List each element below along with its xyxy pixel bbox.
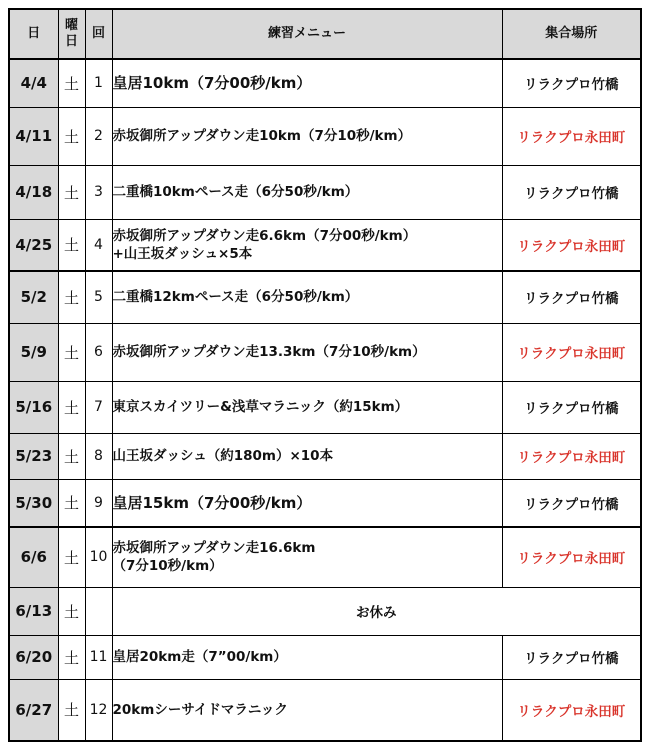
table-header-row	[9, 9, 641, 59]
row-day: 土	[58, 323, 85, 381]
row-place: リラクプロ永田町	[502, 433, 641, 479]
table-row	[9, 59, 641, 107]
header-menu: 練習メニュー	[112, 9, 502, 59]
row-day: 土	[58, 59, 85, 107]
row-menu	[112, 271, 502, 323]
row-number: 6	[85, 323, 112, 381]
row-date: 4/11	[9, 107, 58, 165]
table-row	[9, 587, 641, 635]
row-menu-line1: 二重橋10kmペース走（6分50秒/km）	[112, 183, 359, 200]
row-menu-line1: 赤坂御所アップダウン走13.3km（7分10秒/km）	[112, 343, 426, 360]
header-place: 集合場所	[502, 9, 641, 59]
row-place: リラクプロ永田町	[502, 107, 641, 165]
row-menu	[112, 635, 502, 679]
row-menu	[112, 323, 502, 381]
row-day: 土	[58, 107, 85, 165]
row-menu	[112, 107, 502, 165]
row-place: リラクプロ永田町	[502, 679, 641, 741]
row-date: 6/27	[9, 679, 58, 741]
table-row	[9, 635, 641, 679]
practice-schedule-table	[8, 8, 642, 742]
row-place: リラクプロ永田町	[502, 219, 641, 271]
row-place: リラクプロ竹橋	[502, 59, 641, 107]
row-day: 土	[58, 635, 85, 679]
row-menu	[112, 381, 502, 433]
header-date: 日	[9, 9, 58, 59]
header-day-line1: 曜	[64, 17, 78, 33]
row-menu	[112, 59, 502, 107]
row-day: 土	[58, 165, 85, 219]
row-place: リラクプロ永田町	[502, 323, 641, 381]
row-number: 9	[85, 479, 112, 527]
table-row	[9, 433, 641, 479]
table-row	[9, 323, 641, 381]
schedule-container	[8, 8, 642, 742]
row-number: 1	[85, 59, 112, 107]
row-day: 土	[58, 527, 85, 587]
row-day: 土	[58, 479, 85, 527]
row-number: 5	[85, 271, 112, 323]
row-day: 土	[58, 433, 85, 479]
table-row	[9, 479, 641, 527]
row-place: リラクプロ竹橋	[502, 479, 641, 527]
row-date: 6/13	[9, 587, 58, 635]
row-date: 4/18	[9, 165, 58, 219]
header-day	[58, 9, 85, 59]
row-number: 7	[85, 381, 112, 433]
row-menu-line1: 赤坂御所アップダウン走6.6km（7分00秒/km）	[112, 227, 417, 244]
row-menu-line1: 赤坂御所アップダウン走10km（7分10秒/km）	[112, 127, 412, 144]
row-number: 2	[85, 107, 112, 165]
row-date: 5/30	[9, 479, 58, 527]
row-menu-line1: 皇居20km走（7”00/km）	[112, 648, 287, 665]
row-place: リラクプロ竹橋	[502, 635, 641, 679]
row-day: 土	[58, 679, 85, 741]
table-row	[9, 219, 641, 271]
row-menu-line1: 二重橋12kmペース走（6分50秒/km）	[112, 289, 359, 306]
header-day-line2: 日	[64, 34, 78, 49]
row-place: リラクプロ竹橋	[502, 271, 641, 323]
row-place: リラクプロ永田町	[502, 527, 641, 587]
row-date: 5/23	[9, 433, 58, 479]
row-number: 8	[85, 433, 112, 479]
row-day: 土	[58, 587, 85, 635]
row-menu-line1: 皇居15km（7分00秒/km）	[112, 493, 312, 512]
table-row	[9, 679, 641, 741]
row-number: 3	[85, 165, 112, 219]
row-number: 10	[85, 527, 112, 587]
table-row	[9, 165, 641, 219]
row-day: 土	[58, 219, 85, 271]
table-row	[9, 271, 641, 323]
row-menu-line2: +山王坂ダッシュ×5本	[112, 245, 253, 262]
row-place: リラクプロ竹橋	[502, 165, 641, 219]
table-row	[9, 527, 641, 587]
row-number	[85, 587, 112, 635]
row-number: 11	[85, 635, 112, 679]
row-date: 5/2	[9, 271, 58, 323]
row-menu	[112, 679, 502, 741]
row-number: 12	[85, 679, 112, 741]
row-menu	[112, 527, 502, 587]
row-number: 4	[85, 219, 112, 271]
row-day: 土	[58, 381, 85, 433]
row-date: 6/20	[9, 635, 58, 679]
row-menu	[112, 479, 502, 527]
row-date: 6/6	[9, 527, 58, 587]
header-number: 回	[85, 9, 112, 59]
row-date: 4/25	[9, 219, 58, 271]
row-menu	[112, 165, 502, 219]
row-day: 土	[58, 271, 85, 323]
table-row	[9, 381, 641, 433]
row-menu-line1: 皇居10km（7分00秒/km）	[112, 74, 312, 93]
row-date: 5/9	[9, 323, 58, 381]
row-date: 4/4	[9, 59, 58, 107]
table-row	[9, 107, 641, 165]
row-menu-line1: 20kmシーサイドマラニック	[112, 701, 288, 718]
row-menu-line1: 東京スカイツリー&浅草マラニック（約15km）	[112, 398, 409, 415]
row-place: リラクプロ竹橋	[502, 381, 641, 433]
row-menu	[112, 219, 502, 271]
row-menu	[112, 433, 502, 479]
row-menu-line1: 赤坂御所アップダウン走16.6km	[112, 540, 316, 557]
row-menu-line1: 山王坂ダッシュ（約180m）×10本	[112, 447, 334, 464]
row-menu-line2: （7分10秒/km）	[112, 558, 223, 575]
row-date: 5/16	[9, 381, 58, 433]
row-rest: お休み	[112, 587, 641, 635]
